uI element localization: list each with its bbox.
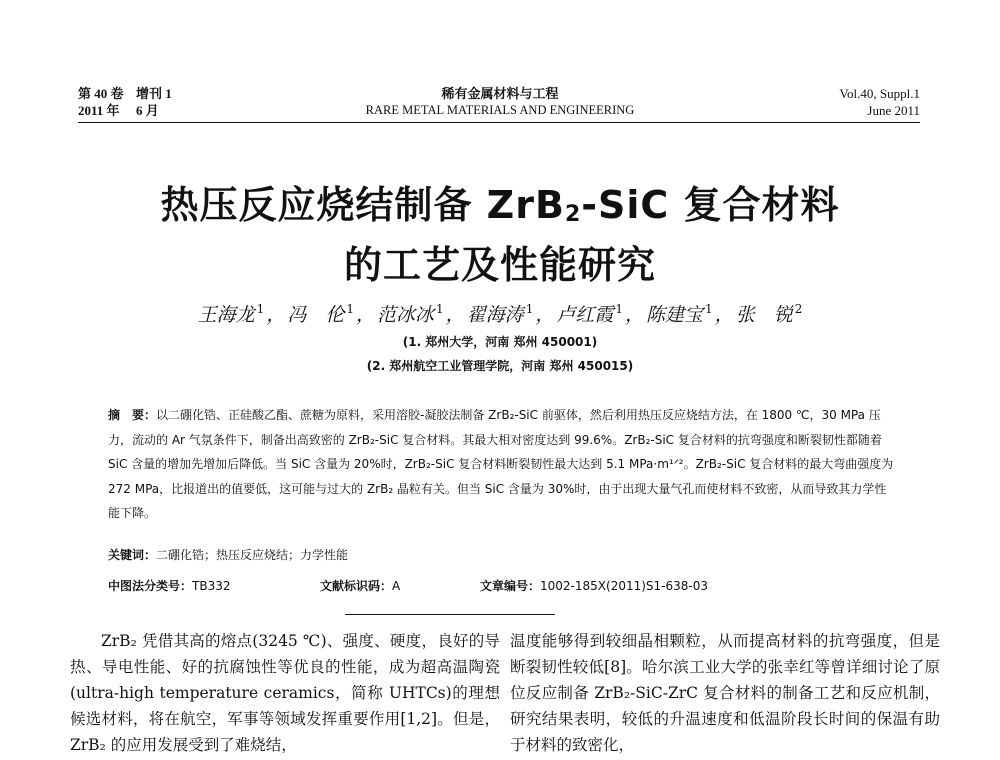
header-volume: 第 40 卷	[78, 86, 124, 101]
author-affiliation-mark: 1	[346, 302, 354, 316]
body-column-right	[510, 628, 940, 758]
header-volume-en	[839, 85, 920, 119]
doc-code-value: A	[392, 579, 401, 593]
author-name: 卢红霞	[556, 304, 614, 326]
header-rule	[78, 122, 920, 123]
author-7	[736, 297, 803, 327]
author-1	[198, 297, 265, 327]
keywords-label: 关键词：	[108, 548, 157, 562]
header-issue: 增刊 1	[136, 86, 172, 101]
affiliation-1: (1. 郑州大学，河南 郑州 450001)	[402, 335, 598, 349]
author-name: 王海龙	[197, 304, 255, 326]
paper-title	[0, 180, 1000, 290]
body-paragraph-right: 温度能够得到较细晶相颗粒，从而提高材料的抗弯强度，但是断裂韧性较低[8]。哈尔滨工业大学的张幸红等曾详细讨论了原位反应制备 ZrB₂-SiC-ZrC 复合材料的制备工艺和反应机制，研究结果表明，较低的升温速度和低温阶段长时间的保温有助于材料的致密化，	[510, 632, 940, 754]
journal-name-en: RARE METAL MATERIALS AND ENGINEERING	[365, 103, 635, 117]
author-3	[377, 297, 444, 327]
abstract	[108, 403, 896, 526]
author-name: 范冰冰	[377, 304, 435, 326]
author-6	[646, 297, 713, 327]
body-paragraph-left: ZrB₂ 凭借其高的熔点(3245 ℃)、强度、硬度，良好的导热、导电性能、好的抗腐蚀性等优良的性能，成为超高温陶瓷(ultra-high temperature ceramics，简称 UHTCs)的理想候选材料，将在航空，军事等领域发挥重要作用[1,2]。但是，ZrB₂ 的应用发展受到了难烧结，	[70, 632, 500, 754]
header-date-en: June 2011	[867, 103, 920, 118]
clc-value: TB332	[192, 579, 231, 593]
header-year: 2011 年	[78, 103, 120, 118]
keywords	[108, 545, 348, 565]
title-line-2: 的工艺及性能研究	[343, 243, 656, 287]
author-5	[556, 297, 623, 327]
keywords-text: 二硼化锆；热压反应烧结；力学性能	[156, 548, 349, 562]
journal-name-cn: 稀有金属材料与工程	[441, 86, 559, 101]
header-month: 6 月	[136, 103, 159, 118]
article-number-group: 文章编号：1002-185X(2011)S1-638-03	[480, 579, 708, 593]
author-affiliation-mark: 2	[794, 302, 803, 316]
clc-group: 中图法分类号：TB332	[108, 579, 231, 593]
author-name: 冯 伦	[287, 304, 345, 326]
abstract-label: 摘 要：	[108, 408, 157, 422]
body-column-left	[70, 628, 500, 758]
author-affiliation-mark: 1	[436, 302, 444, 316]
author-name: 张 锐	[735, 304, 793, 326]
author-affiliation-mark: 1	[615, 302, 623, 316]
author-name: 陈建宝	[646, 304, 704, 326]
author-name: 翟海涛	[466, 304, 524, 326]
author-affiliation-mark: 1	[525, 302, 534, 316]
author-affiliation-mark: 1	[705, 302, 713, 316]
section-divider	[345, 614, 555, 615]
author-list: 王海龙 $^1$ ， 冯 伦 $^1$ ， 范冰冰 $^1$ ， 翟海涛 $^1$ ， 卢红霞 $^1$ ， 陈建宝 $^1$ ， 张 锐 $^2$	[0, 297, 1000, 327]
author-4	[467, 297, 534, 327]
article-number-value: 1002-185X(2011)S1-638-03	[540, 579, 708, 593]
affiliation-2: (2. 郑州航空工业管理学院，河南 郑州 450015)	[366, 359, 634, 373]
header-vol-suppl: Vol.40, Suppl.1	[839, 86, 920, 101]
title-line-1: 热压反应烧结制备 ZrB$_2$-SiC 复合材料	[160, 183, 840, 227]
author-affiliation-mark: 1	[256, 302, 265, 316]
abstract-text: 以二硼化锆、正硅酸乙酯、蔗糖为原料，采用溶胶-凝胶法制备 ZrB₂-SiC 前驱体，然后利用热压反应烧结方法，在 1800 ℃，30 MPa 压力，流动的 Ar 气氛条件下，制备出高致密的 ZrB₂-SiC 复合材料。其最大相对密度达到 99.6%。ZrB₂-SiC 复合材料的抗弯强度和断裂韧性都随着 SiC 含量的增加先增加后降低。当 SiC 含量为 20%时，ZrB₂-SiC 复合材料断裂韧性最大达到 5.1 MPa·m¹ᐟ²。ZrB₂-SiC 复合材料的最大弯曲强度为 272 MPa，比报道出的值要低，这可能与过大的 ZrB₂ 晶粒有关。但当 SiC 含量为 30%时，由于出现大量气孔而使材料不致密，从而导致其力学性能下降。	[108, 408, 894, 520]
doc-code-group: 文献标识码：A	[320, 579, 401, 593]
author-2	[287, 297, 354, 327]
